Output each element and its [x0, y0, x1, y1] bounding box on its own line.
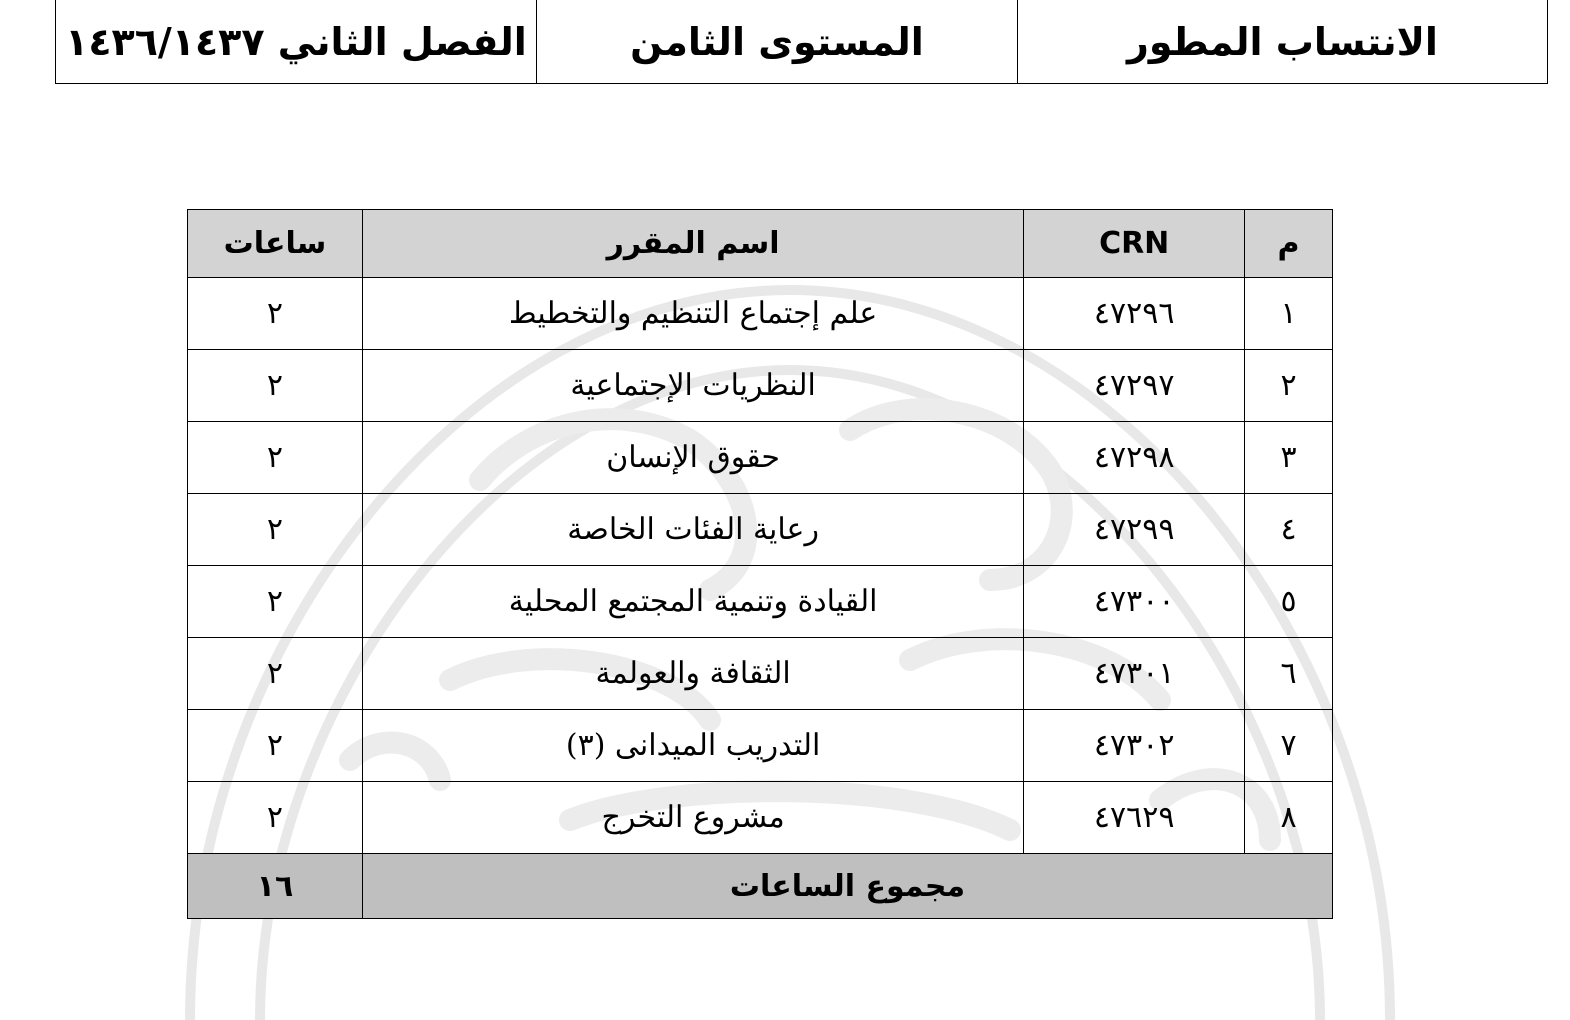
- row-num: ٤: [1245, 494, 1333, 566]
- table-row: [188, 494, 1333, 566]
- row-num: ١: [1245, 278, 1333, 350]
- table-row: [188, 278, 1333, 350]
- table-header-row: [188, 210, 1333, 278]
- row-num: ٥: [1245, 566, 1333, 638]
- row-crn: ٤٧٦٢٩: [1024, 782, 1245, 854]
- row-course-name: رعاية الفئات الخاصة: [362, 494, 1023, 566]
- row-crn: ٤٧٢٩٧: [1024, 350, 1245, 422]
- row-hours: ٢: [188, 710, 363, 782]
- row-hours: ٢: [188, 494, 363, 566]
- table-row: [188, 638, 1333, 710]
- row-course-name: مشروع التخرج: [362, 782, 1023, 854]
- row-num: ٦: [1245, 638, 1333, 710]
- table-row: [188, 422, 1333, 494]
- header-row: [56, 0, 1548, 84]
- table-row: [188, 350, 1333, 422]
- row-course-name: الثقافة والعولمة: [362, 638, 1023, 710]
- row-crn: ٤٧٢٩٩: [1024, 494, 1245, 566]
- row-crn: ٤٧٣٠٢: [1024, 710, 1245, 782]
- row-hours: ٢: [188, 350, 363, 422]
- row-crn: ٤٧٢٩٨: [1024, 422, 1245, 494]
- courses-table: [187, 209, 1333, 919]
- row-crn: ٤٧٢٩٦: [1024, 278, 1245, 350]
- row-hours: ٢: [188, 782, 363, 854]
- row-course-name: التدريب الميدانى (٣): [362, 710, 1023, 782]
- row-hours: ٢: [188, 422, 363, 494]
- column-header-crn: CRN: [1024, 210, 1245, 278]
- column-header-hours: ساعات: [188, 210, 363, 278]
- row-course-name: النظريات الإجتماعية: [362, 350, 1023, 422]
- row-num: ٢: [1245, 350, 1333, 422]
- total-row: [188, 854, 1333, 919]
- column-header-num: م: [1245, 210, 1333, 278]
- row-crn: ٤٧٣٠١: [1024, 638, 1245, 710]
- row-course-name: علم إجتماع التنظيم والتخطيط: [362, 278, 1023, 350]
- table-row: [188, 782, 1333, 854]
- row-hours: ٢: [188, 566, 363, 638]
- column-header-course-name: اسم المقرر: [362, 210, 1023, 278]
- row-course-name: حقوق الإنسان: [362, 422, 1023, 494]
- table-row: [188, 710, 1333, 782]
- row-hours: ٢: [188, 638, 363, 710]
- semester-title: الفصل الثاني ١٤٣٦/١٤٣٧: [56, 0, 537, 84]
- total-hours-value: ١٦: [188, 854, 363, 919]
- row-course-name: القيادة وتنمية المجتمع المحلية: [362, 566, 1023, 638]
- program-title: الانتساب المطور: [1018, 0, 1548, 84]
- row-num: ٣: [1245, 422, 1333, 494]
- row-num: ٨: [1245, 782, 1333, 854]
- row-num: ٧: [1245, 710, 1333, 782]
- table-row: [188, 566, 1333, 638]
- level-title: المستوى الثامن: [537, 0, 1018, 84]
- row-hours: ٢: [188, 278, 363, 350]
- total-hours-label: مجموع الساعات: [362, 854, 1332, 919]
- row-crn: ٤٧٣٠٠: [1024, 566, 1245, 638]
- header-table: [55, 0, 1548, 84]
